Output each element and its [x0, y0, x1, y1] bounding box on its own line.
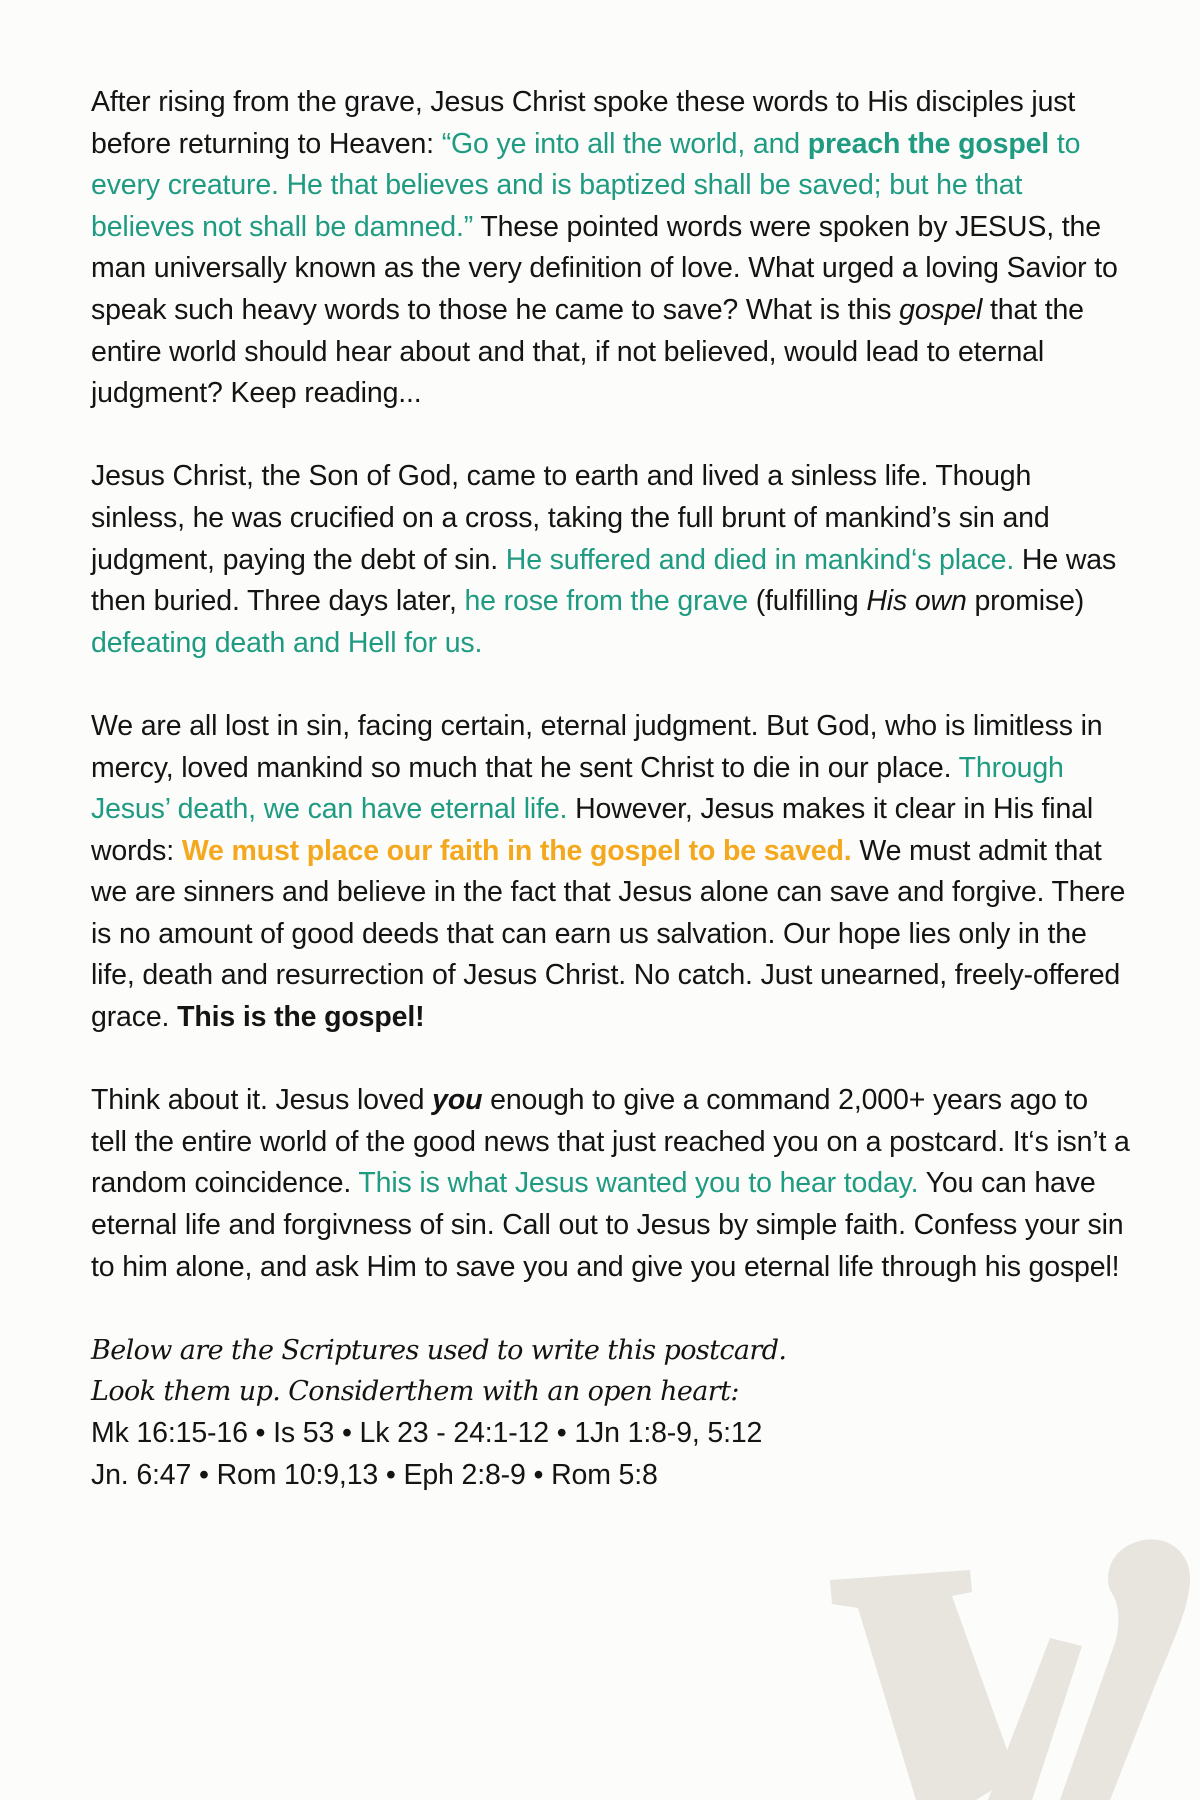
body-text: enough to give a command 2,000+ years ago to tell the entire world of the good news that just reached you on a postcard. It‘s isn’t a random coincidence.: [91, 1084, 1130, 1200]
scripture-footer: [91, 1330, 1131, 1496]
faith-emphasis: We must place our faith in the gospel to be saved.: [181, 834, 852, 867]
highlight-text: He suffered and died in mankind‘s place.: [505, 543, 1015, 576]
body-text: He was then buried. Three days later,: [91, 543, 1117, 618]
body-text: promise): [974, 585, 1085, 618]
highlight-text: defeating death and Hell for us.: [91, 626, 483, 659]
body-text: However, Jesus makes it clear in His final words:: [91, 793, 1094, 867]
gospel-statement: This is the gospel!: [177, 1001, 425, 1034]
you-emphasis: you: [432, 1084, 483, 1117]
gospel-italic: gospel: [899, 293, 983, 326]
highlight-text: he rose from the grave: [464, 585, 748, 618]
paragraph-christ: [91, 456, 1131, 664]
scripture-note: Look them up. Considerthem with an open heart:: [91, 1376, 739, 1408]
intro-text: After rising from the grave, Jesus Christ spoke these words to His disciples just before returning to Heaven:: [91, 86, 1076, 160]
highlight-text: This is what Jesus wanted you to hear today.: [358, 1167, 919, 1200]
scripture-quote: “Go ye into all the world, and: [441, 127, 808, 160]
body-text: Think about it. Jesus loved: [91, 1084, 433, 1117]
scripture-references: Jn. 6:47 • Rom 10:9,13 • Eph 2:8-9 • Rom 5:8: [91, 1458, 658, 1491]
highlight-text: Through Jesus’ death, we can have eternal life.: [91, 751, 1064, 826]
postcard-body: [91, 82, 1131, 1496]
scripture-note: Below are the Scriptures used to write this postcard.: [91, 1334, 787, 1366]
paragraph-intro: [91, 82, 1131, 415]
body-text: You can have eternal life and forgivness of sin. Call out to Jesus by simple faith. Confess your sin to him alone, and ask Him to save you and give you eternal life through his gospel!: [91, 1167, 1124, 1283]
w-monogram-watermark-icon: [820, 1520, 1200, 1800]
body-text: (fulfilling: [747, 585, 867, 618]
scripture-quote: to every creature. He that believes and is baptized shall be saved; but he that believes not shall be damned.”: [91, 127, 1081, 243]
body-text: Jesus Christ, the Son of God, came to earth and lived a sinless life. Though sinless, he was crucified on a cross, taking the full brunt of mankind’s sin and judgment, paying the debt of sin.: [91, 460, 1050, 576]
intro-text: that the entire world should hear about and that, if not believed, would lead to eternal judgment? Keep reading...: [91, 293, 1084, 410]
intro-text: These pointed words were spoken by JESUS, the man universally known as the very definition of love. What urged a loving Savior to speak such heavy words to those he came to save? What is this: [91, 210, 1118, 326]
scripture-references: Mk 16:15-16 • Is 53 • Lk 23 - 24:1-12 • 1Jn 1:8-9, 5:12: [91, 1417, 763, 1449]
body-text: We must admit that we are sinners and believe in the fact that Jesus alone can save and forgive. There is no amount of good deeds that can earn us salvation. Our hope lies only in the life, death and resurrection of Jesus Christ. No catch. Just unearned, freely-offered grace.: [91, 834, 1126, 1034]
paragraph-invitation: [91, 1080, 1131, 1288]
body-text: We are all lost in sin, facing certain, eternal judgment. But God, who is limitless in mercy, loved mankind so much that he sent Christ to die in our place.: [91, 709, 1103, 784]
italic-text: His own: [866, 585, 975, 618]
scripture-quote-emphasis: preach the gospel: [807, 127, 1050, 160]
paragraph-salvation: [91, 706, 1131, 1039]
